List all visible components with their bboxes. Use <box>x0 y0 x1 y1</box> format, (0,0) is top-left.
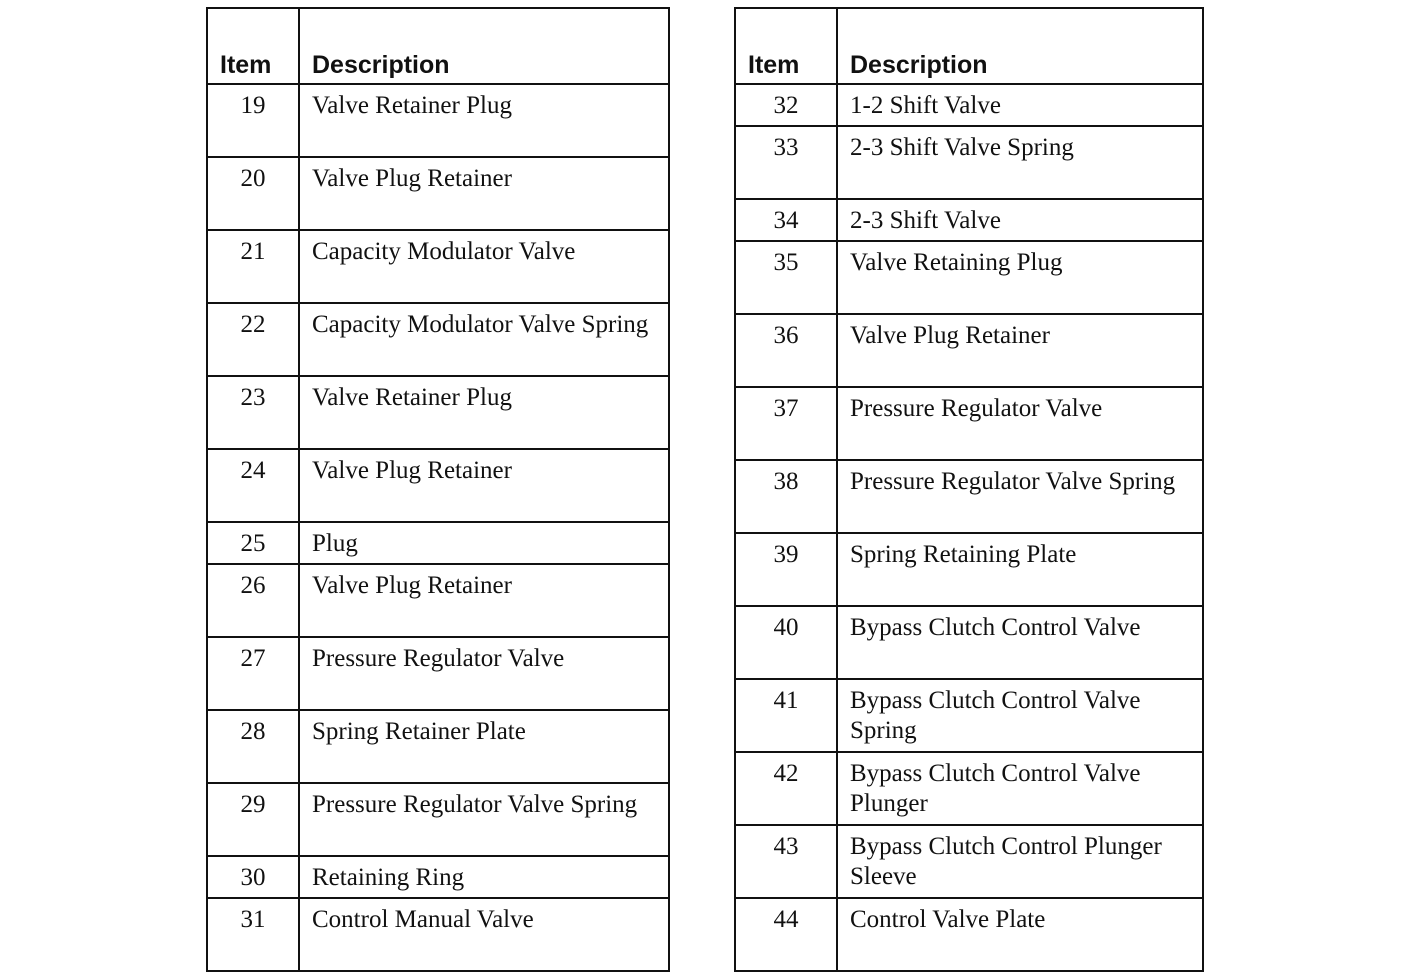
item-number-cell: 20 <box>207 157 299 230</box>
table-row <box>735 752 1203 825</box>
item-number-cell: 25 <box>207 522 299 564</box>
item-number-cell: 34 <box>735 199 837 241</box>
item-number-cell: 32 <box>735 84 837 126</box>
description-cell: Valve Retainer Plug <box>299 84 669 157</box>
table-row <box>735 533 1203 606</box>
table-row <box>207 522 669 564</box>
right-parts-table <box>734 7 1204 972</box>
item-column-header: Item <box>207 8 299 84</box>
description-column-header: Description <box>299 8 669 84</box>
item-number-cell: 26 <box>207 564 299 637</box>
description-cell: 1-2 Shift Valve <box>837 84 1203 126</box>
table-row <box>207 564 669 637</box>
item-number-cell: 38 <box>735 460 837 533</box>
table-row <box>207 449 669 522</box>
item-number-cell: 21 <box>207 230 299 303</box>
description-cell: Plug <box>299 522 669 564</box>
table-row <box>207 898 669 971</box>
item-number-cell: 27 <box>207 637 299 710</box>
table-row <box>735 84 1203 126</box>
table-row <box>207 637 669 710</box>
description-cell: Valve Plug Retainer <box>299 157 669 230</box>
description-cell: Valve Retaining Plug <box>837 241 1203 314</box>
description-cell: Valve Retainer Plug <box>299 376 669 449</box>
table-row <box>735 387 1203 460</box>
description-cell: Capacity Modulator Valve Spring <box>299 303 669 376</box>
left-table-body <box>207 84 669 971</box>
item-number-cell: 33 <box>735 126 837 199</box>
item-number-cell: 22 <box>207 303 299 376</box>
item-column-header: Item <box>735 8 837 84</box>
item-number-cell: 40 <box>735 606 837 679</box>
description-cell: 2-3 Shift Valve Spring <box>837 126 1203 199</box>
item-number-cell: 42 <box>735 752 837 825</box>
table-row <box>207 230 669 303</box>
description-cell: Pressure Regulator Valve Spring <box>837 460 1203 533</box>
table-row <box>207 783 669 856</box>
table-row <box>207 856 669 898</box>
item-number-cell: 30 <box>207 856 299 898</box>
table-row <box>207 376 669 449</box>
table-header-row <box>735 8 1203 84</box>
item-number-cell: 23 <box>207 376 299 449</box>
table-row <box>735 825 1203 898</box>
item-number-cell: 44 <box>735 898 837 971</box>
table-row <box>735 606 1203 679</box>
description-cell: Bypass Clutch Control Valve Plunger <box>837 752 1203 825</box>
table-row <box>207 84 669 157</box>
item-number-cell: 36 <box>735 314 837 387</box>
table-row <box>735 679 1203 752</box>
table-row <box>207 710 669 783</box>
description-cell: Valve Plug Retainer <box>837 314 1203 387</box>
item-number-cell: 35 <box>735 241 837 314</box>
description-cell: Bypass Clutch Control Plunger Sleeve <box>837 825 1203 898</box>
table-row <box>735 314 1203 387</box>
item-number-cell: 29 <box>207 783 299 856</box>
description-cell: Valve Plug Retainer <box>299 449 669 522</box>
right-table-body <box>735 84 1203 971</box>
table-header-row <box>207 8 669 84</box>
description-cell: Capacity Modulator Valve <box>299 230 669 303</box>
item-number-cell: 37 <box>735 387 837 460</box>
item-number-cell: 31 <box>207 898 299 971</box>
description-cell: Retaining Ring <box>299 856 669 898</box>
description-cell: Spring Retaining Plate <box>837 533 1203 606</box>
description-cell: Bypass Clutch Control Valve Spring <box>837 679 1203 752</box>
table-row <box>735 199 1203 241</box>
table-row <box>207 303 669 376</box>
description-cell: Control Manual Valve <box>299 898 669 971</box>
description-cell: Bypass Clutch Control Valve <box>837 606 1203 679</box>
description-cell: Valve Plug Retainer <box>299 564 669 637</box>
description-cell: Pressure Regulator Valve Spring <box>299 783 669 856</box>
table-row <box>735 898 1203 971</box>
item-number-cell: 24 <box>207 449 299 522</box>
description-cell: Spring Retainer Plate <box>299 710 669 783</box>
item-number-cell: 43 <box>735 825 837 898</box>
description-cell: Pressure Regulator Valve <box>837 387 1203 460</box>
left-parts-table <box>206 7 670 972</box>
table-row <box>207 157 669 230</box>
item-number-cell: 39 <box>735 533 837 606</box>
item-number-cell: 19 <box>207 84 299 157</box>
description-cell: 2-3 Shift Valve <box>837 199 1203 241</box>
description-cell: Pressure Regulator Valve <box>299 637 669 710</box>
item-number-cell: 41 <box>735 679 837 752</box>
description-column-header: Description <box>837 8 1203 84</box>
table-row <box>735 126 1203 199</box>
table-row <box>735 460 1203 533</box>
table-row <box>735 241 1203 314</box>
description-cell: Control Valve Plate <box>837 898 1203 971</box>
item-number-cell: 28 <box>207 710 299 783</box>
